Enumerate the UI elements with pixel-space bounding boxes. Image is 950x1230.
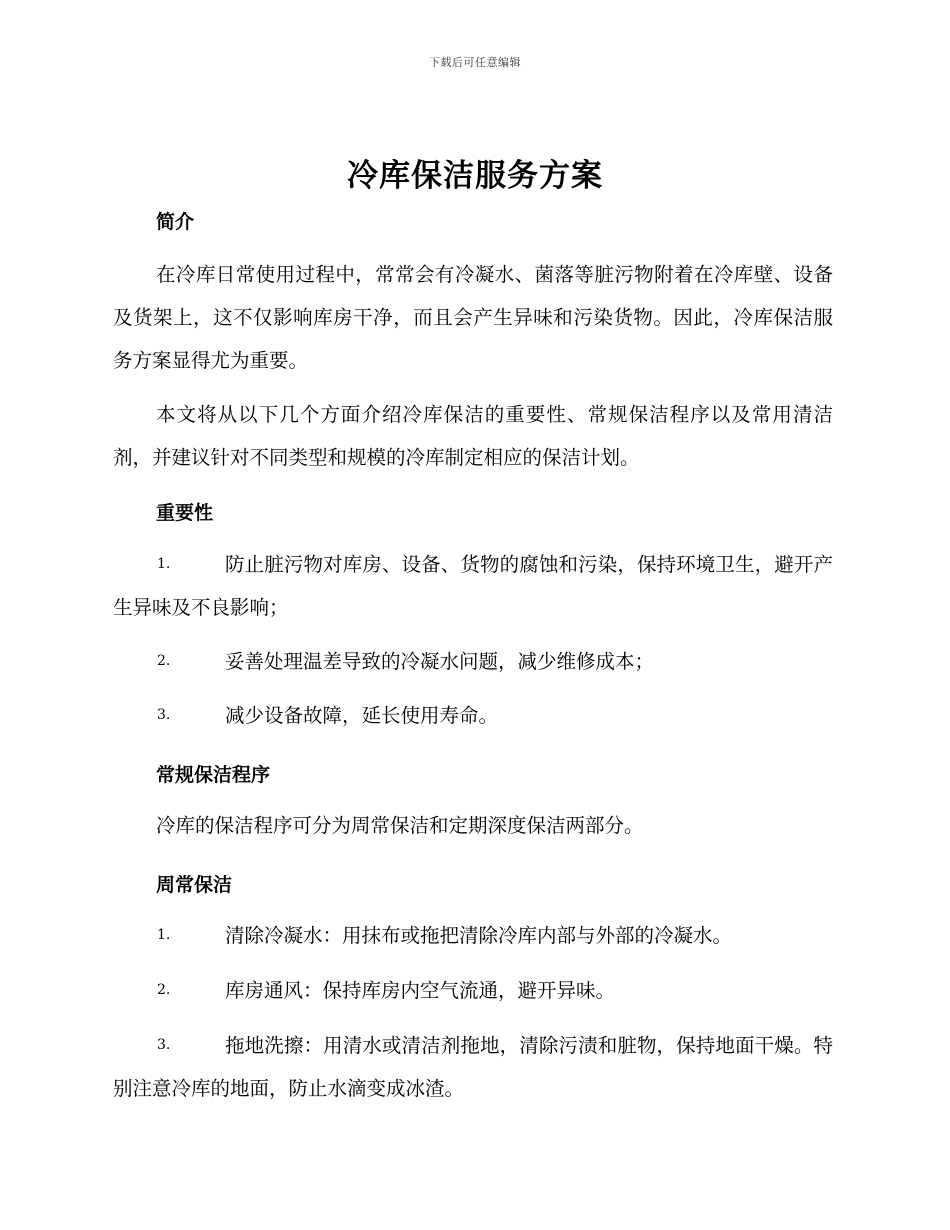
list-item-text: 拖地洗擦：用清水或清洁剂拖地，清除污渍和脏物，保持地面干燥。特别注意冷库的地面，防止水滴变成冰渣。 [113, 1034, 833, 1100]
header-note: 下载后可任意编辑 [429, 56, 521, 69]
intro-paragraph-2: 本文将从以下几个方面介绍冷库保洁的重要性、常规保洁程序以及常用清洁剂，并建议针对不同类型和规模的冷库制定相应的保洁计划。 [113, 403, 833, 469]
list-item-number: 1. [157, 556, 171, 572]
importance-list-item [113, 640, 833, 683]
list-item-text: 妥善处理温差导致的冷凝水问题，减少维修成本； [225, 650, 655, 673]
routine-paragraph: 冷库的保洁程序可分为周常保洁和定期深度保洁两部分。 [156, 814, 644, 837]
list-item-number: 2. [157, 653, 171, 669]
document-title: 冷库保洁服务方案 [347, 158, 603, 194]
list-item-text: 库房通风：保持库房内空气流通，避开异味。 [225, 979, 616, 1002]
list-item-text: 防止脏污物对库房、设备、货物的腐蚀和污染，保持环境卫生，避开产生异味及不良影响； [113, 553, 833, 619]
intro-paragraph-1: 在冷库日常使用过程中，常常会有冷凝水、菌落等脏污物附着在冷库壁、设备及货架上，这不仅影响库房干净，而且会产生异味和污染货物。因此，冷库保洁服务方案显得尤为重要。 [113, 263, 833, 372]
section-heading-intro: 简介 [156, 211, 195, 233]
list-item-number: 3. [157, 707, 171, 723]
list-item-number: 2. [157, 982, 171, 998]
list-item-number: 3. [157, 1037, 171, 1053]
list-item-number: 1. [157, 927, 171, 943]
weekly-list-item [113, 969, 833, 1012]
section-heading-importance: 重要性 [156, 502, 214, 524]
weekly-list-item [113, 914, 833, 957]
section-heading-weekly: 周常保洁 [156, 874, 233, 896]
list-item-text: 清除冷凝水：用抹布或拖把清除冷库内部与外部的冷凝水。 [225, 924, 733, 947]
list-item-text: 减少设备故障，延长使用寿命。 [225, 704, 499, 727]
importance-list-item [113, 543, 833, 629]
section-heading-routine: 常规保洁程序 [156, 764, 271, 786]
importance-list-item [113, 694, 833, 737]
weekly-list-item [113, 1024, 833, 1110]
